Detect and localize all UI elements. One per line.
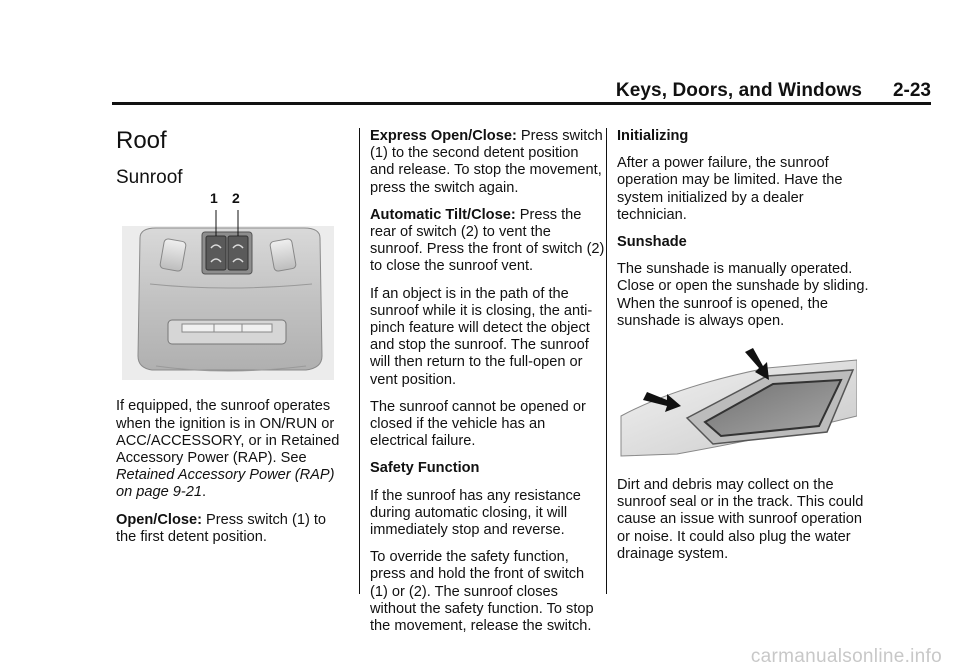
column-divider-2: [606, 128, 607, 594]
auto-tilt-text: Press the rear of switch (2) to vent the sunroof. Press the front of switch (2) to close the sunroof vent.: [370, 206, 605, 275]
auto-tilt-label: Automatic Tilt/Close:: [370, 206, 516, 223]
express-text: Press switch (1) to the second detent position and release. To stop the movement, press the switch again.: [370, 128, 603, 196]
subheading-safety-function: Safety Function: [370, 460, 480, 477]
paragraph-sunshade: The sunshade is manually operated. Close or open the sunshade by sliding. When the sunroof is opened, the sunshade is always open.: [617, 261, 869, 329]
figure-label-1: 1: [210, 190, 218, 207]
paragraph-initializing: After a power failure, the sunroof operation may be limited. Have the system initialized by a dealer technician.: [617, 155, 843, 223]
column-1: [116, 128, 341, 556]
open-close-text: Press switch (1) to the first detent position.: [116, 511, 327, 545]
paragraph-express-open-close: [370, 128, 606, 197]
intro-text: If equipped, the sunroof operates when the ignition is in ON/RUN or ACC/ACCESSORY, or in Retained Accessory Power (RAP). See: [116, 398, 340, 467]
header-rule: [112, 102, 931, 105]
paragraph-override: To override the safety function, press and hold the front of switch (1) or (2). The sunroof closes without the safety function. To stop the movement, release the switch.: [370, 549, 594, 635]
paragraph-dirt-debris: Dirt and debris may collect on the sunroof seal or in the track. This could cause an issue with sunroof operation or noise. It could also plug the water drainage system.: [617, 477, 864, 562]
paragraph-sunroof-intro: [116, 398, 341, 501]
section-title: Keys, Doors, and Windows: [615, 80, 862, 101]
sunroof-seal-illustration: [617, 346, 857, 461]
column-2: [370, 128, 606, 645]
subheading-sunshade: Sunshade: [617, 234, 687, 251]
column-3: [617, 128, 873, 573]
sunroof-switch-figure: [116, 190, 338, 382]
page-number: 2-23: [892, 80, 931, 101]
watermark: carmanualsonline.info: [750, 646, 942, 667]
paragraph-open-close: [116, 512, 341, 546]
rap-crossref-link[interactable]: Retained Accessory Power (RAP) on page 9-21: [116, 467, 335, 501]
open-close-label: Open/Close:: [116, 511, 202, 528]
intro-end: .: [202, 484, 207, 501]
column-divider-1: [359, 128, 360, 594]
heading-roof: Roof: [116, 127, 167, 154]
paragraph-safety-function: If the sunroof has any resistance during automatic closing, it will immediately stop and reverse.: [370, 487, 581, 539]
overhead-console-illustration: [116, 196, 338, 382]
figure-label-2: 2: [232, 190, 240, 207]
paragraph-anti-pinch: If an object is in the path of the sunroof while it is closing, the anti-pinch feature will detect the object and stop the sunroof. The sunroof will then return to the full-open or vent position.: [370, 285, 593, 388]
express-label: Express Open/Close:: [370, 128, 517, 144]
paragraph-auto-tilt: [370, 207, 606, 276]
sunroof-seal-figure: [617, 346, 857, 461]
heading-sunroof: Sunroof: [116, 167, 183, 189]
subheading-initializing: Initializing: [617, 128, 689, 144]
paragraph-electrical-failure: The sunroof cannot be opened or closed if the vehicle has an electrical failure.: [370, 398, 586, 450]
